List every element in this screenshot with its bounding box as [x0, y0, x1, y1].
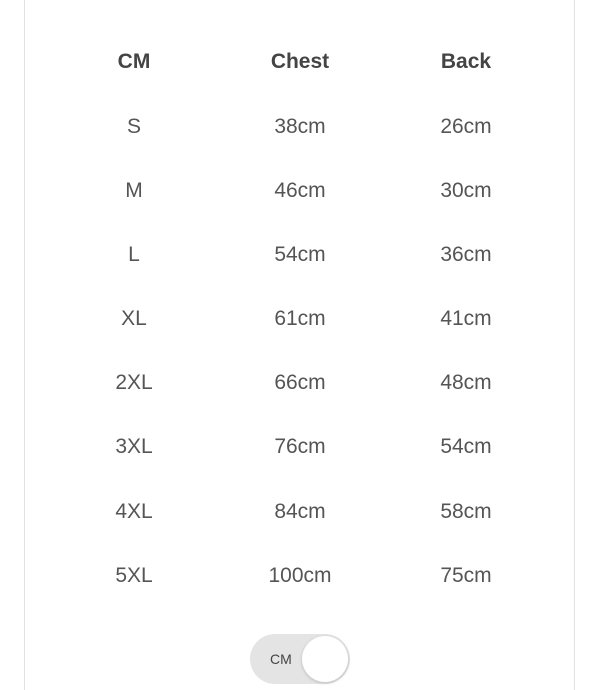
column-header-unit: CM	[117, 50, 151, 73]
size-label: S	[126, 115, 141, 138]
chest-value: 84cm	[274, 500, 326, 523]
size-label: XL	[121, 307, 147, 330]
chest-value: 61cm	[274, 307, 326, 330]
back-value: 48cm	[440, 371, 492, 394]
column-header-chest: Chest	[270, 50, 330, 73]
size-label: L	[128, 243, 140, 266]
back-value: 54cm	[440, 435, 492, 458]
chest-value: 46cm	[274, 179, 326, 202]
back-value: 75cm	[440, 564, 492, 587]
column-header-back: Back	[440, 50, 492, 73]
unit-toggle-label: CM	[270, 651, 292, 667]
back-value: 26cm	[440, 115, 492, 138]
unit-toggle-knob[interactable]	[302, 636, 348, 682]
back-value: 30cm	[440, 179, 492, 202]
back-value: 41cm	[440, 307, 492, 330]
size-label: M	[125, 179, 143, 202]
size-label: 5XL	[115, 564, 153, 587]
size-label: 3XL	[115, 435, 153, 458]
unit-toggle[interactable]	[250, 634, 350, 684]
back-value: 58cm	[440, 500, 492, 523]
chest-value: 100cm	[268, 564, 332, 587]
chest-value: 66cm	[274, 371, 326, 394]
chest-value: 76cm	[274, 435, 326, 458]
size-label: 2XL	[115, 371, 153, 394]
back-value: 36cm	[440, 243, 492, 266]
chest-value: 38cm	[274, 115, 326, 138]
chest-value: 54cm	[274, 243, 326, 266]
size-label: 4XL	[115, 500, 153, 523]
